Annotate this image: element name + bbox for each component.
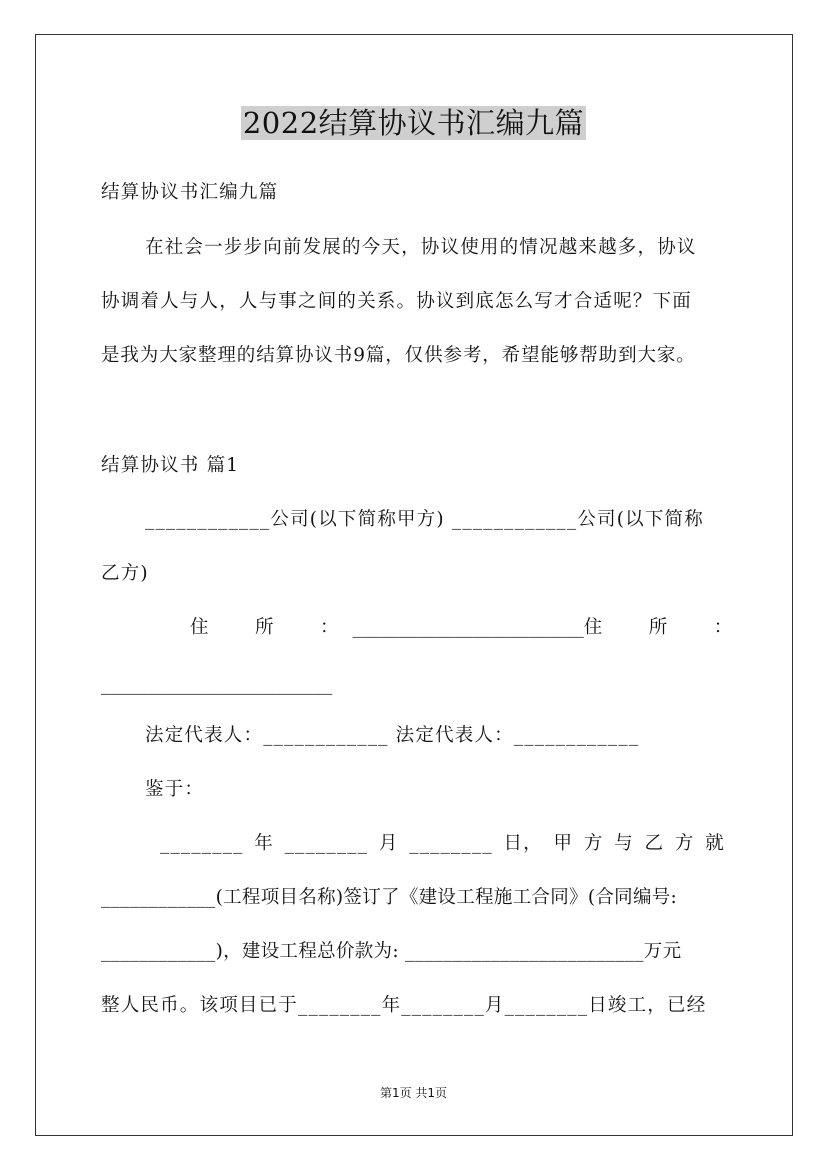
date-line	[160, 831, 725, 857]
date-part: 乙	[644, 833, 665, 854]
date-part: ________	[160, 833, 244, 854]
price-line: ____________)，建设工程总价款为: _________________________万元	[101, 941, 682, 962]
page-footer: 第1页 共1页	[379, 1086, 448, 1100]
intro-line-2: 协调着人与人，人与事之间的关系。协议到底怎么写才合适呢？下面	[101, 291, 693, 312]
document-title: 2022结算协议书汇编九篇	[242, 106, 585, 140]
representative-line: 法定代表人：____________ 法定代表人：____________	[145, 725, 640, 746]
date-part: 与	[614, 833, 634, 854]
date-part: 日，	[503, 833, 543, 854]
date-part: ________	[284, 833, 369, 854]
contract-line: ____________(工程项目名称)签订了《建设工程施工合同》(合同编号:	[101, 887, 678, 908]
address-label-a: 住 所 ：	[190, 617, 353, 638]
document-subtitle: 结算协议书汇编九篇	[101, 182, 279, 203]
date-part: 方	[674, 833, 695, 854]
whereas-label: 鉴于：	[145, 779, 205, 800]
date-part: 方	[583, 833, 604, 854]
intro-line-1: 在社会一步步向前发展的今天，协议使用的情况越来越多，协议	[145, 237, 697, 258]
section-heading: 结算协议书 篇1	[101, 455, 240, 476]
date-part: 年	[254, 833, 274, 854]
address-blank-b: _________________________	[101, 674, 333, 695]
parties-line-1: ____________公司(以下简称甲方) ____________公司(以下简称	[145, 509, 704, 530]
address-blank-a: _________________________	[352, 617, 584, 638]
date-part: 就	[705, 833, 725, 854]
address-line	[190, 615, 747, 641]
intro-line-3: 是我为大家整理的结算协议书9篇，仅供参考，希望能够帮助到大家。	[101, 345, 696, 366]
date-part: 甲	[553, 833, 574, 854]
date-part: ________	[409, 833, 493, 854]
completion-line: 整人民币。该项目已于________年________月________日竣工，已经	[101, 995, 707, 1016]
address-label-b: 住 所 ：	[583, 617, 747, 638]
parties-line-2: 乙方)	[101, 563, 149, 584]
date-part: 月	[378, 833, 399, 854]
